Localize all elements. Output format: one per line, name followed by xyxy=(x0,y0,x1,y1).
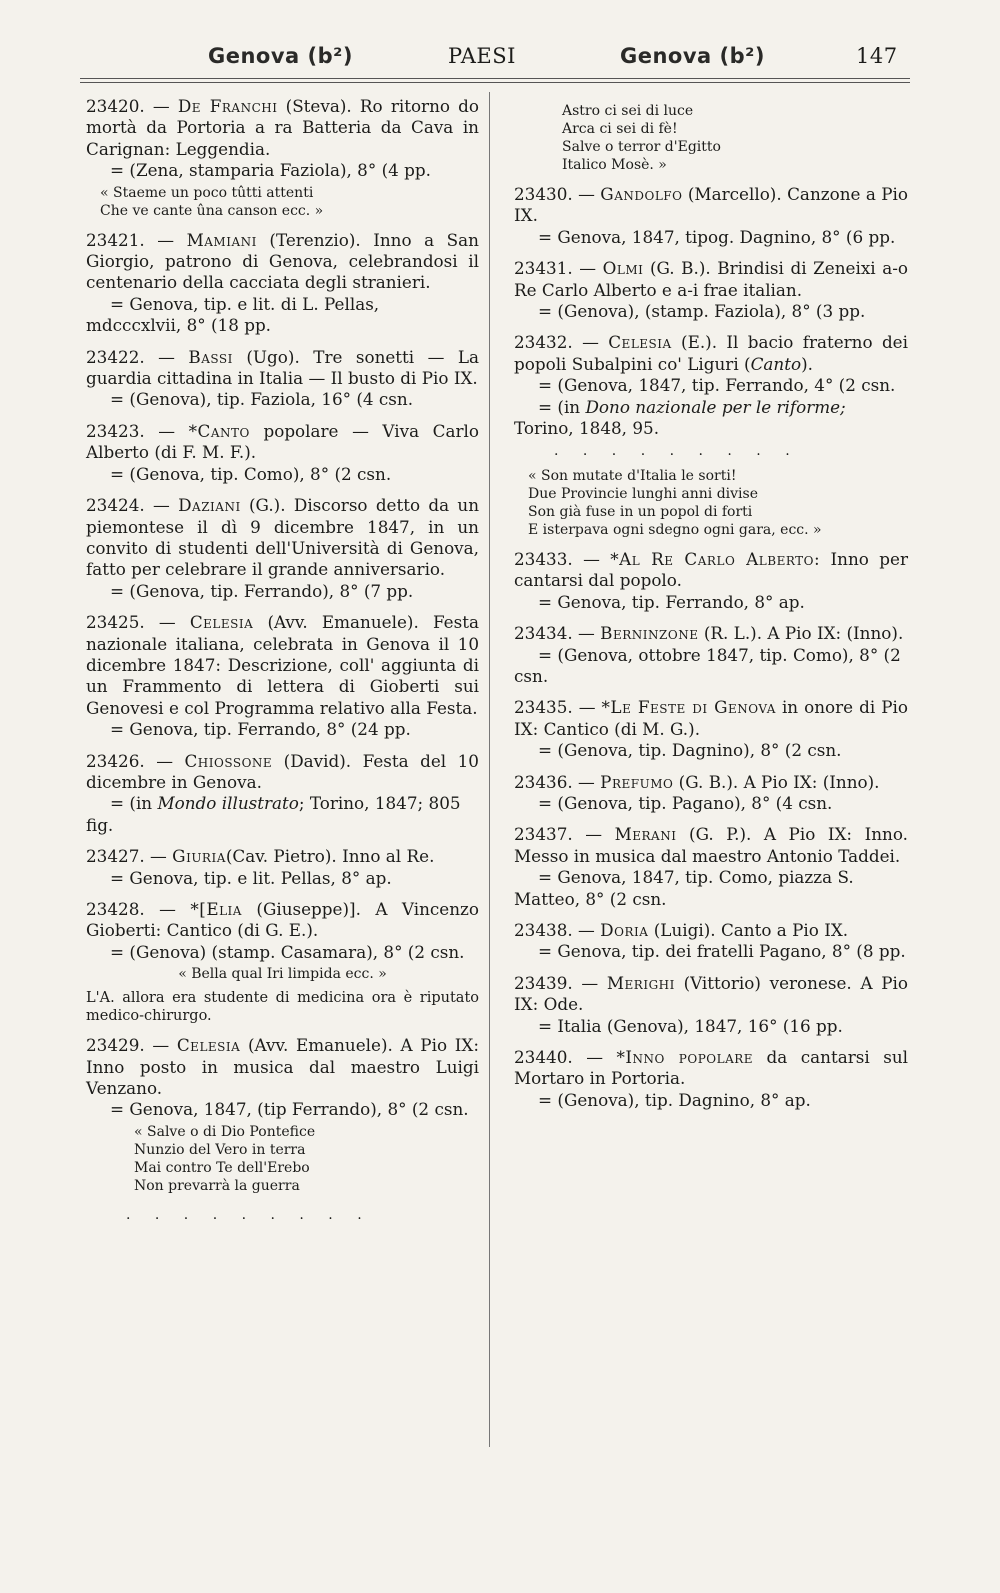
entry-title: Brindisi di Zeneixi a-o Re Carlo Alberto e a-i frae italian. xyxy=(514,258,908,300)
entry-quote: « Bella qual Iri limpida ecc. » xyxy=(178,966,387,983)
entry-author-detail: (R. L.). xyxy=(703,623,763,644)
entry-publication: = (Genova, tip. Ferrando), 8° (7 pp. xyxy=(110,580,414,601)
entry-author: Mamiani xyxy=(186,229,257,250)
entry-23433: 23433. — *Al Re Carlo Alberto: Inno per cantarsi dal popolo. = Genova, tip. Ferrando, 8° ap. xyxy=(514,548,908,612)
entry-author: Celesia xyxy=(189,612,254,633)
entry-number: 23423. xyxy=(86,420,145,441)
entry-23437: 23437. — Merani (G. P.). A Pio IX: Inno. Messo in musica dal maestro Antonio Taddei. = Genova, 1847, tip. Como, piazza S. Matteo, 8° (2 csn. xyxy=(514,824,908,909)
page-number: 147 xyxy=(856,44,898,68)
entry-publication: = (Genova, tip. Dagnino), 8° (2 csn. xyxy=(538,740,842,761)
entry-number: 23440. xyxy=(514,1047,573,1067)
entry-number: 23429. xyxy=(86,1035,145,1056)
entry-23428: 23428. — *[Elia (Giuseppe)]. A Vincenzo Gioberti: Cantico (di G. E.). = (Genova) (stamp. Casamara), 8° (2 csn. « Bella qual Iri limpida ecc. » L'A. allora era studente di medicina ora è riputato medico-chirurgo. xyxy=(86,899,479,1025)
entry-23427: 23427. — Giuria(Cav. Pietro). Inno al Re. = Genova, tip. e lit. Pellas, 8° ap. xyxy=(86,846,479,889)
entry-publication: = Genova, 1847, (tip Ferrando), 8° (2 csn. xyxy=(110,1099,469,1120)
entry-author: *Al Re Carlo Alberto: xyxy=(610,548,821,569)
entry-23420: 23420. — De Franchi (Steva). Ro ritorno do mortà da Portoria a ra Batteria da Cava in Carignan: Leggendia. = (Zena, stamparia Faziola), 8° (4 pp. « Staeme un poco tûtti attenti Che ve cante ûna canson ecc. » xyxy=(86,96,479,219)
entry-title: A Vincenzo Gioberti: Cantico (di G. E.). xyxy=(86,899,479,941)
entry-title: A Pio IX: Ode. xyxy=(514,972,909,1015)
entry-publication: = Genova, tip. e lit. di L. Pellas, mdcccxlvii, 8° (18 pp. xyxy=(86,293,380,336)
entry-author-detail: (Avv. Emanuele). xyxy=(267,612,419,633)
entry-number: 23436. xyxy=(514,771,573,792)
entry-number: 23420. xyxy=(86,96,145,116)
entry-23440: 23440. — *Inno popolare da cantarsi sul Mortaro in Portoria. = (Genova), tip. Dagnino, 8° ap. xyxy=(514,1047,908,1110)
entry-author: Gandolfo xyxy=(600,184,683,204)
entry-author: *[Elia xyxy=(190,899,242,919)
entry-title: Ro ritorno do mortà da Portoria a ra Batteria da Cava in Carignan: Leggendia. xyxy=(86,96,479,159)
entry-author: De Franchi xyxy=(177,96,278,116)
entry-author: Chiossone xyxy=(184,750,273,771)
entry-publication: = (in Mondo illustrato; Torino, 1847; 805 fig. xyxy=(86,793,461,835)
entry-publication: = (Genova, tip. Como), 8° (2 csn. xyxy=(110,463,392,484)
entry-publication: = (Genova) (stamp. Casamara), 8° (2 csn. xyxy=(110,941,465,962)
entry-author: Giuria xyxy=(172,846,226,867)
entry-23438: 23438. — Doria (Luigi). Canto a Pio IX. = Genova, tip. dei fratelli Pagano, 8° (8 pp. xyxy=(514,920,908,963)
entry-23431: 23431. — Olmi (G. B.). Brindisi di Zeneixi a-o Re Carlo Alberto e a-i frae italian. = (Genova), (stamp. Faziola), 8° (3 pp. xyxy=(514,258,908,322)
entry-author-detail: (G. P.). xyxy=(689,824,752,845)
entry-publication: = Genova, tip. Ferrando, 8° ap. xyxy=(538,591,805,612)
entry-23425: 23425. — Celesia (Avv. Emanuele). Festa nazionale italiana, celebrata in Genova il 10 dicembre 1847: Descrizione, coll' aggiunta di un Frammento di lettera di Gioberti sui Genovesi e col Programma relativo alla Festa. = Genova, tip. Ferrando, 8° (24 pp. xyxy=(86,612,479,740)
entry-number: 23421. xyxy=(86,229,145,250)
column-divider xyxy=(489,92,490,1447)
entry-23439: 23439. — Merighi (Vittorio) veronese. A Pio IX: Ode. = Italia (Genova), 1847, 16° (16 pp. xyxy=(514,972,909,1036)
entry-number: 23430. xyxy=(514,184,573,204)
entry-title: — Viva Carlo Alberto (di F. M. F.). xyxy=(86,420,480,463)
entry-author-detail: (Terenzio). xyxy=(269,229,361,250)
entry-23434: 23434. — Berninzone (R. L.). A Pio IX: (Inno). = (Genova, ottobre 1847, tip. Como), 8° (2 csn. xyxy=(514,623,908,687)
entry-publication: = Italia (Genova), 1847, 16° (16 pp. xyxy=(538,1015,843,1036)
entry-publication: = (Genova), (stamp. Faziola), 8° (3 pp. xyxy=(538,301,866,322)
entry-author: Celesia xyxy=(608,332,672,353)
entry-23435: 23435. — *Le Feste di Genova in onore di Pio IX: Cantico (di M. G.). = (Genova, tip. Dagnino), 8° (2 csn. xyxy=(514,697,908,761)
entry-title: da cantarsi sul Mortaro in Portoria. xyxy=(514,1047,908,1089)
entry-publication: = Genova, 1847, tip. Como, piazza S. Matteo, 8° (2 csn. xyxy=(514,867,854,909)
entry-number: 23435. xyxy=(514,697,573,718)
entry-publication: = Genova, tip. e lit. Pellas, 8° ap. xyxy=(110,867,392,888)
entry-author-detail: (Marcello). xyxy=(687,184,782,204)
entry-title: A Pio IX: Inno posto in musica dal maestro Luigi Venzano. xyxy=(86,1035,479,1099)
entry-author: *Le Feste di Genova xyxy=(601,697,776,718)
entry-author-detail: (David). xyxy=(283,750,352,771)
entry-23436: 23436. — Prefumo (G. B.). A Pio IX: (Inno). = (Genova, tip. Pagano), 8° (4 csn. xyxy=(514,772,908,815)
entry-23421: 23421. — Mamiani (Terenzio). Inno a San Giorgio, patrono di Genova, celebrandosi il centenario della cacciata degli stranieri. = Genova, tip. e lit. di L. Pellas, mdcccxlvii, 8° (18 pp. xyxy=(86,229,479,336)
running-head-left: Genova (b²) xyxy=(208,44,353,68)
entry-publication: = (Genova, 1847, tip. Ferrando, 4° (2 csn. xyxy=(538,375,896,396)
entry-title: Discorso detto da un piemontese il dì 9 dicembre 1847, in un convito di studenti dell'Università di Genova, fatto per celebrare il grande anniversario. xyxy=(86,495,480,580)
entry-author: Merighi xyxy=(606,972,675,993)
entry-author-detail: (Avv. Emanuele). xyxy=(247,1035,393,1056)
entry-title: Tre sonetti — La guardia cittadina in Italia — Il busto di Pio IX. xyxy=(86,346,480,389)
entry-title: Canto a Pio IX. xyxy=(720,919,849,940)
entry-23426: 23426. — Chiossone (David). Festa del 10 dicembre in Genova. = (in Mondo illustrato; Torino, 1847; 805 fig. xyxy=(86,750,479,835)
entry-number: 23432. xyxy=(514,332,573,353)
entry-quote: « Salve o di Dio Pontefice Nunzio del Vero in terra Mai contro Te dell'Erebo Non prevarrà la guerra xyxy=(134,1123,316,1194)
entry-title: Inno al Re. xyxy=(342,846,435,867)
entry-author: Daziani xyxy=(178,495,241,516)
left-column xyxy=(86,96,479,1236)
entry-title: Il bacio fraterno dei popoli Subalpini co' Liguri (Canto). xyxy=(514,332,908,374)
entry-publication: = Genova, 1847, tipog. Dagnino, 8° (6 pp. xyxy=(538,226,896,247)
entry-author-detail: (G. B.). xyxy=(649,258,711,279)
entry-title: Canzone a Pio IX. xyxy=(514,184,908,226)
entry-quote: « Son mutate d'Italia le sorti! Due Provincie lunghi anni divise Son già fuse in un popol di forti E isterpava ogni sdegno ogni gara, ecc. » xyxy=(528,467,822,538)
ellipsis-dots: . . . . . . . . . xyxy=(126,1206,372,1223)
entry-number: 23439. xyxy=(514,972,573,993)
entry-number: 23438. xyxy=(514,919,573,940)
entry-author-detail: (G.). xyxy=(248,495,286,516)
entry-title: Festa del 10 dicembre in Genova. xyxy=(86,750,479,792)
entry-author-detail: (Vittorio) veronese. xyxy=(683,972,852,993)
entry-note: L'A. allora era studente di medicina ora è riputato medico-chirurgo. xyxy=(86,990,479,1025)
entry-author: Celesia xyxy=(176,1035,241,1056)
entry-title: A Pio IX: (Inno). xyxy=(743,771,880,792)
entry-number: 23425. xyxy=(86,612,145,633)
entry-author: Prefumo xyxy=(600,771,674,792)
entry-author: Bassi xyxy=(188,346,233,367)
periodical-title: Mondo illustrato xyxy=(157,793,299,814)
entry-author-detail: (Steva). xyxy=(285,96,352,116)
entry-number: 23431. xyxy=(514,258,573,279)
entry-quote: « Staeme un poco tûtti attenti Che ve cante ûna canson ecc. » xyxy=(100,184,324,219)
entry-title: A Pio IX: (Inno). xyxy=(767,623,904,644)
entry-number: 23434. xyxy=(514,623,573,644)
entry-23429: 23429. — Celesia (Avv. Emanuele). A Pio IX: Inno posto in musica dal maestro Luigi Venzano. = Genova, 1847, (tip Ferrando), 8° (2 csn. « Salve o di Dio Pontefice Nunzio del Vero in terra Mai contro Te dell'Erebo Non prevarrà la guerra . . . . . . . . . xyxy=(86,1035,479,1226)
entry-author: Doria xyxy=(600,919,649,940)
entry-publication: = Genova, tip. dei fratelli Pagano, 8° (8 pp. xyxy=(538,941,906,962)
entry-23432: 23432. — Celesia (E.). Il bacio fraterno dei popoli Subalpini co' Liguri (Canto). = (Genova, 1847, tip. Ferrando, 4° (2 csn. = (in Dono nazionale per le riforme; Torino, 1848, 95. . . . . . . . . . « Son mutate d'Italia le sorti! Due Provincie lunghi anni divise Son già fuse in un popol di forti E isterpava ogni sdegno ogni gara, ecc. » xyxy=(514,332,908,538)
entry-publication: = (Genova), tip. Faziola, 16° (4 csn. xyxy=(110,389,414,410)
entry-23424: 23424. — Daziani (G.). Discorso detto da un piemontese il dì 9 dicembre 1847, in un convito di studenti dell'Università di Genova, fatto per celebrare il grande anniversario. = (Genova, tip. Ferrando), 8° (7 pp. xyxy=(86,495,480,601)
entry-author-detail: (Ugo). xyxy=(246,346,300,367)
entry-title: Inno per cantarsi dal popolo. xyxy=(514,548,908,591)
periodical-title: Dono nazionale per le riforme; xyxy=(585,396,846,417)
entry-number: 23426. xyxy=(86,750,145,771)
header-rule xyxy=(80,78,910,79)
entry-publication: = Genova, tip. Ferrando, 8° (24 pp. xyxy=(110,719,411,740)
entry-23430: 23430. — Gandolfo (Marcello). Canzone a Pio IX. = Genova, 1847, tipog. Dagnino, 8° (6 pp. xyxy=(514,184,908,247)
running-head-center: PAESI xyxy=(448,44,516,68)
continued-quote: Astro ci sei di luce Arca ci sei di fè! Salve o terror d'Egitto Italico Mosè. » xyxy=(562,103,721,173)
right-column xyxy=(514,96,908,1121)
entry-author: Merani xyxy=(614,824,677,845)
entry-number: 23424. xyxy=(86,495,145,516)
entry-publication-2: = (in Dono nazionale per le riforme; Torino, 1848, 95. xyxy=(514,396,846,439)
entry-number: 23422. xyxy=(86,346,145,367)
entry-author-detail: (Cav. Pietro). xyxy=(225,846,337,867)
entry-number: 23428. xyxy=(86,899,145,919)
entry-author-detail: (G. B.). xyxy=(678,771,739,792)
entry-publication: = (Genova, ottobre 1847, tip. Como), 8° (2 csn. xyxy=(514,644,901,686)
ellipsis-dots: . . . . . . . . . xyxy=(554,443,800,460)
entry-title: Festa nazionale italiana, celebrata in Genova il 10 dicembre 1847: Descrizione, coll' aggiunta di un Frammento di lettera di Gioberti sui Genovesi e col Programma relativo alla Festa. xyxy=(86,612,479,718)
entry-author: Berninzone xyxy=(600,623,699,644)
entry-23422: 23422. — Bassi (Ugo). Tre sonetti — La guardia cittadina in Italia — Il busto di Pio IX. = (Genova), tip. Faziola, 16° (4 csn. xyxy=(86,346,480,410)
entry-title: A Pio IX: Inno. Messo in musica dal maestro Antonio Taddei. xyxy=(514,824,908,866)
entry-publication: = (Genova), tip. Dagnino, 8° ap. xyxy=(538,1089,811,1110)
running-head-right: Genova (b²) xyxy=(620,44,765,68)
entry-author: *Canto xyxy=(188,420,250,441)
entry-23423: 23423. — *Canto popolare — Viva Carlo Alberto (di F. M. F.). = (Genova, tip. Como), 8° (2 csn. xyxy=(86,420,480,484)
entry-number: 23427. xyxy=(86,846,145,867)
entry-title: Inno a San Giorgio, patrono di Genova, celebrandosi il centenario della cacciata degli stranieri. xyxy=(86,229,479,293)
entry-author-detail: (Luigi). xyxy=(653,919,716,940)
header-rule-2 xyxy=(80,82,910,83)
entry-author-detail: (E.). xyxy=(681,332,718,353)
entry-author: Olmi xyxy=(602,258,644,279)
entry-author: *Inno popolare xyxy=(616,1047,754,1067)
entry-number: 23437. xyxy=(514,824,573,845)
entry-number: 23433. xyxy=(514,548,573,569)
entry-publication: = (Zena, stamparia Faziola), 8° (4 pp. xyxy=(110,160,431,181)
entry-author-detail: popolare xyxy=(263,420,339,441)
entry-publication: = (Genova, tip. Pagano), 8° (4 csn. xyxy=(538,792,833,813)
entry-title: in onore di Pio IX: Cantico (di M. G.). xyxy=(514,697,908,739)
entry-author-detail: (Giuseppe)]. xyxy=(256,899,361,919)
